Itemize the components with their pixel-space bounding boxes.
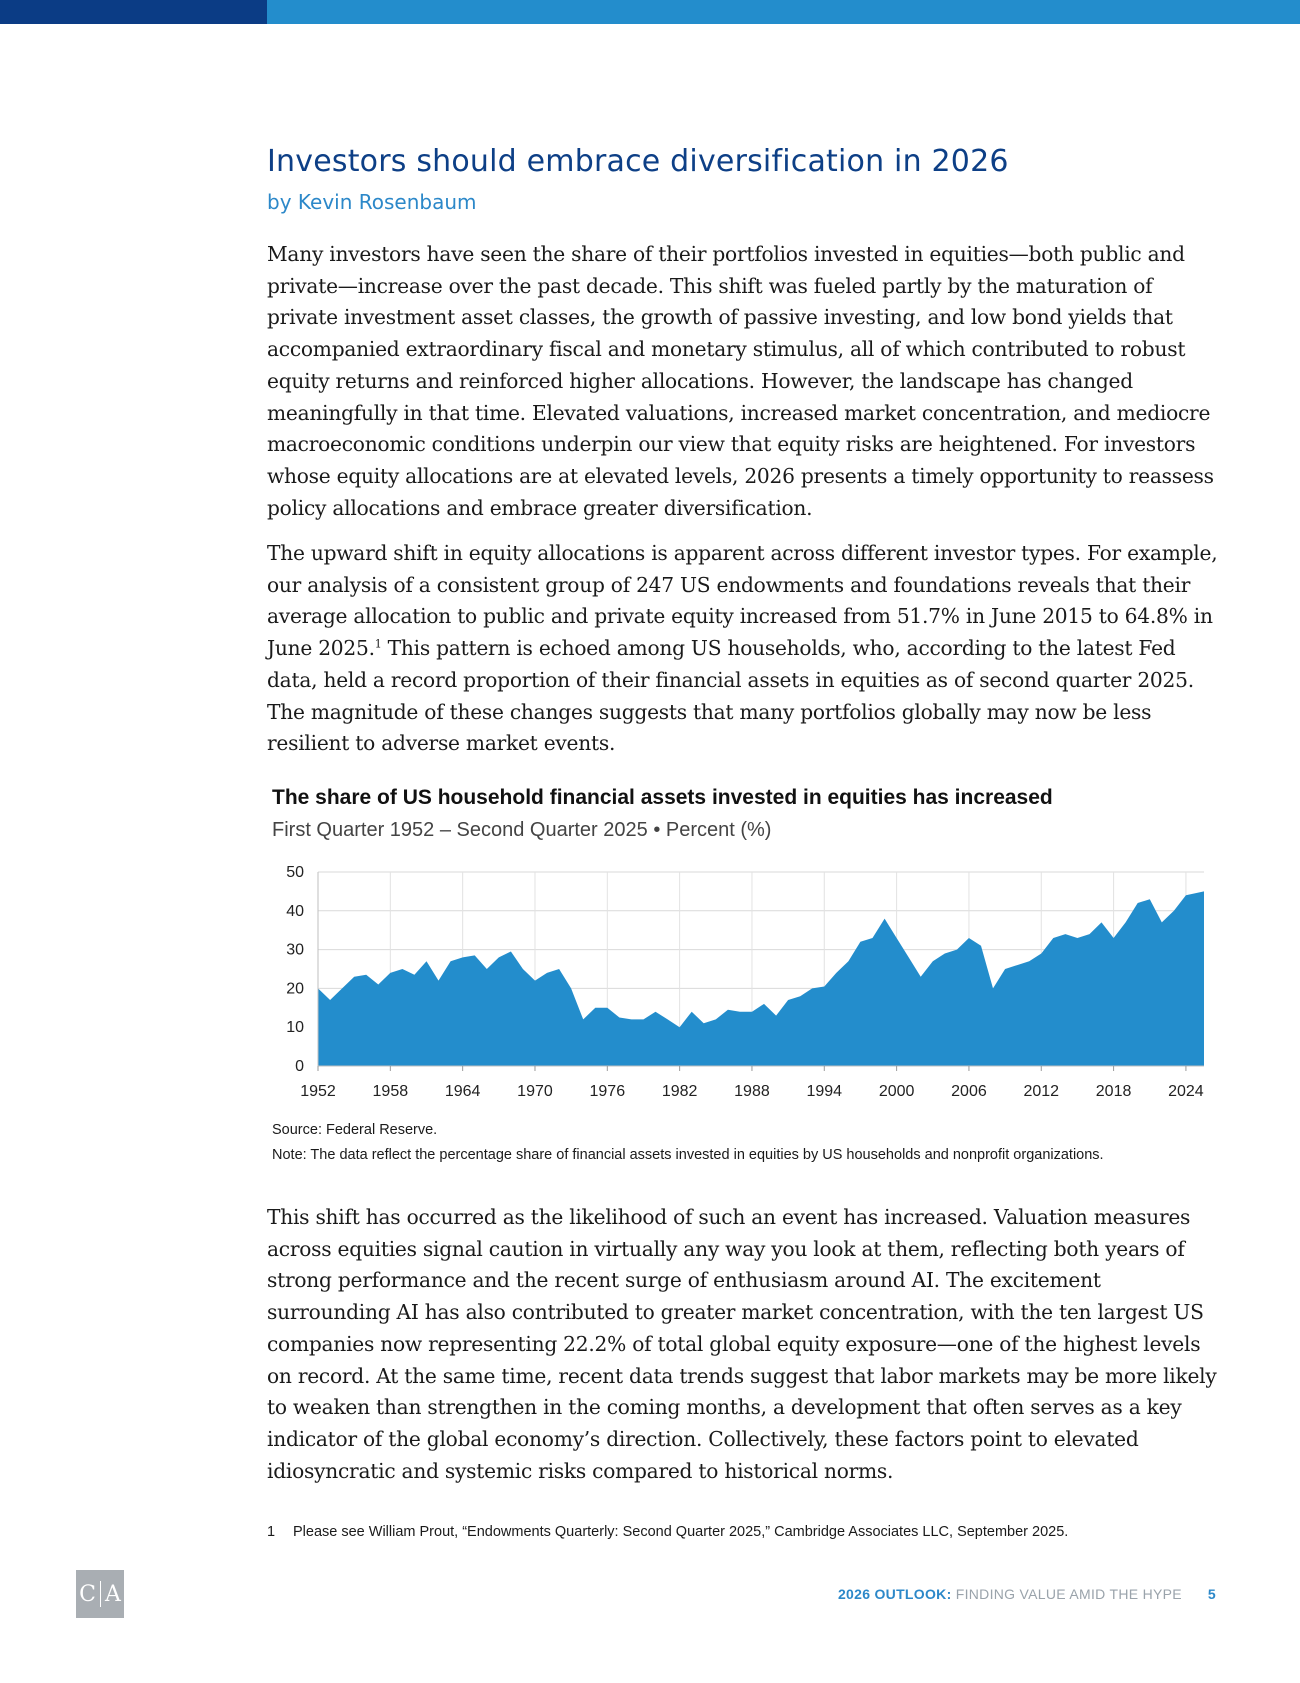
footer-brand: 2026 OUTLOOK: (837, 1586, 952, 1602)
chart-subtitle: First Quarter 1952 – Second Quarter 2025 • Percent (%) (272, 819, 772, 841)
x-tick-label: 1982 (661, 1083, 698, 1100)
ca-logo (76, 1570, 124, 1618)
body-paragraph-2 (267, 538, 1227, 760)
x-tick-label: 1976 (589, 1083, 626, 1100)
x-tick-label: 1994 (806, 1083, 843, 1100)
footer-section: FINDING VALUE AMID THE HYPE (951, 1586, 1182, 1602)
top-accent-bar-dark (0, 0, 267, 24)
x-tick-label: 2000 (878, 1083, 915, 1100)
y-tick-label: 0 (295, 1058, 304, 1075)
body-paragraph-2-part-b: This pattern is echoed among US households, who, according to the latest Fed data, held a record proportion of their financial assets in equities as of second quarter 2025. The magnitude of these changes suggests that many portfolios globally may now be less resilient to adverse market events. (267, 636, 1194, 756)
body-paragraph-1: Many investors have seen the share of their portfolios invested in equities—both public and private—increase over the past decade. This shift was fueled partly by the maturation of private investment asset classes, the growth of passive investing, and low bond yields that accompanied extraordinary fiscal and monetary stimulus, all of which contributed to robust equity returns and reinforced higher allocations. However, the landscape has changed meaningfully in that time. Elevated valuations, increased market concentration, and mediocre macroeconomic conditions underpin our view that equity risks are heightened. For investors whose equity allocations are at elevated levels, 2026 presents a timely opportunity to reassess policy allocations and embrace greater diversification. (267, 242, 1214, 520)
x-tick-label: 1988 (734, 1083, 770, 1100)
footnote-reference: 1 (374, 637, 382, 651)
equity-share-area (318, 891, 1204, 1066)
page-footer (838, 1586, 1216, 1602)
article-byline: by Kevin Rosenbaum (267, 190, 477, 214)
chart-source: Source: Federal Reserve. (272, 1122, 438, 1138)
x-tick-label: 1964 (444, 1083, 481, 1100)
equity-share-chart (272, 858, 1232, 1118)
page-number: 5 (1207, 1586, 1216, 1602)
x-tick-label: 2006 (951, 1083, 987, 1100)
y-tick-label: 40 (286, 902, 304, 920)
logo-divider (100, 1581, 101, 1607)
y-tick-label: 50 (286, 864, 304, 881)
x-tick-label: 1958 (372, 1083, 409, 1100)
y-tick-label: 20 (286, 980, 304, 998)
body-paragraph-2-part-a: The upward shift in equity allocations is apparent across different investor types. For example, our analysis of a consistent group of 247 US endowments and foundations reveals that their average allocation to public and private equity increased from 51.7% in June 2015 to 64.8% in June 2025. (267, 541, 1218, 661)
chart-note: Note: The data reflect the percentage share of financial assets invested in equities by US households and nonprofit organizations. (272, 1147, 1104, 1163)
chart-title: The share of US household financial assets invested in equities has increased (272, 786, 1053, 809)
x-tick-label: 1970 (517, 1083, 553, 1100)
x-tick-label: 2012 (1023, 1083, 1060, 1100)
footnote-text: Please see William Prout, “Endowments Quarterly: Second Quarter 2025,” Cambridge Associates LLC, September 2025. (293, 1524, 1069, 1540)
x-tick-label: 2018 (1095, 1083, 1132, 1100)
x-tick-label: 2024 (1168, 1083, 1204, 1100)
logo-letter-a: A (104, 1581, 121, 1607)
y-tick-label: 30 (286, 941, 304, 959)
logo-letter-c: C (79, 1581, 96, 1607)
footnote-number: 1 (267, 1524, 276, 1540)
footnote (267, 1524, 1068, 1540)
y-tick-label: 10 (286, 1019, 304, 1037)
body-paragraph-3: This shift has occurred as the likelihood of such an event has increased. Valuation measures across equities signal caution in virtually any way you look at them, reflecting both years of strong performance and the recent surge of enthusiasm around AI. The excitement surrounding AI has also contributed to greater market concentration, with the ten largest US companies now representing 22.2% of total global equity exposure—one of the highest levels on record. At the same time, recent data trends suggest that labor markets may be more likely to weaken than strengthen in the coming months, a development that often serves as a key indicator of the global economy’s direction. Collectively, these factors point to elevated idiosyncratic and systemic risks compared to historical norms. (267, 1205, 1217, 1483)
x-tick-label: 1952 (300, 1083, 336, 1100)
article-title: Investors should embrace diversification in 2026 (267, 144, 1009, 179)
